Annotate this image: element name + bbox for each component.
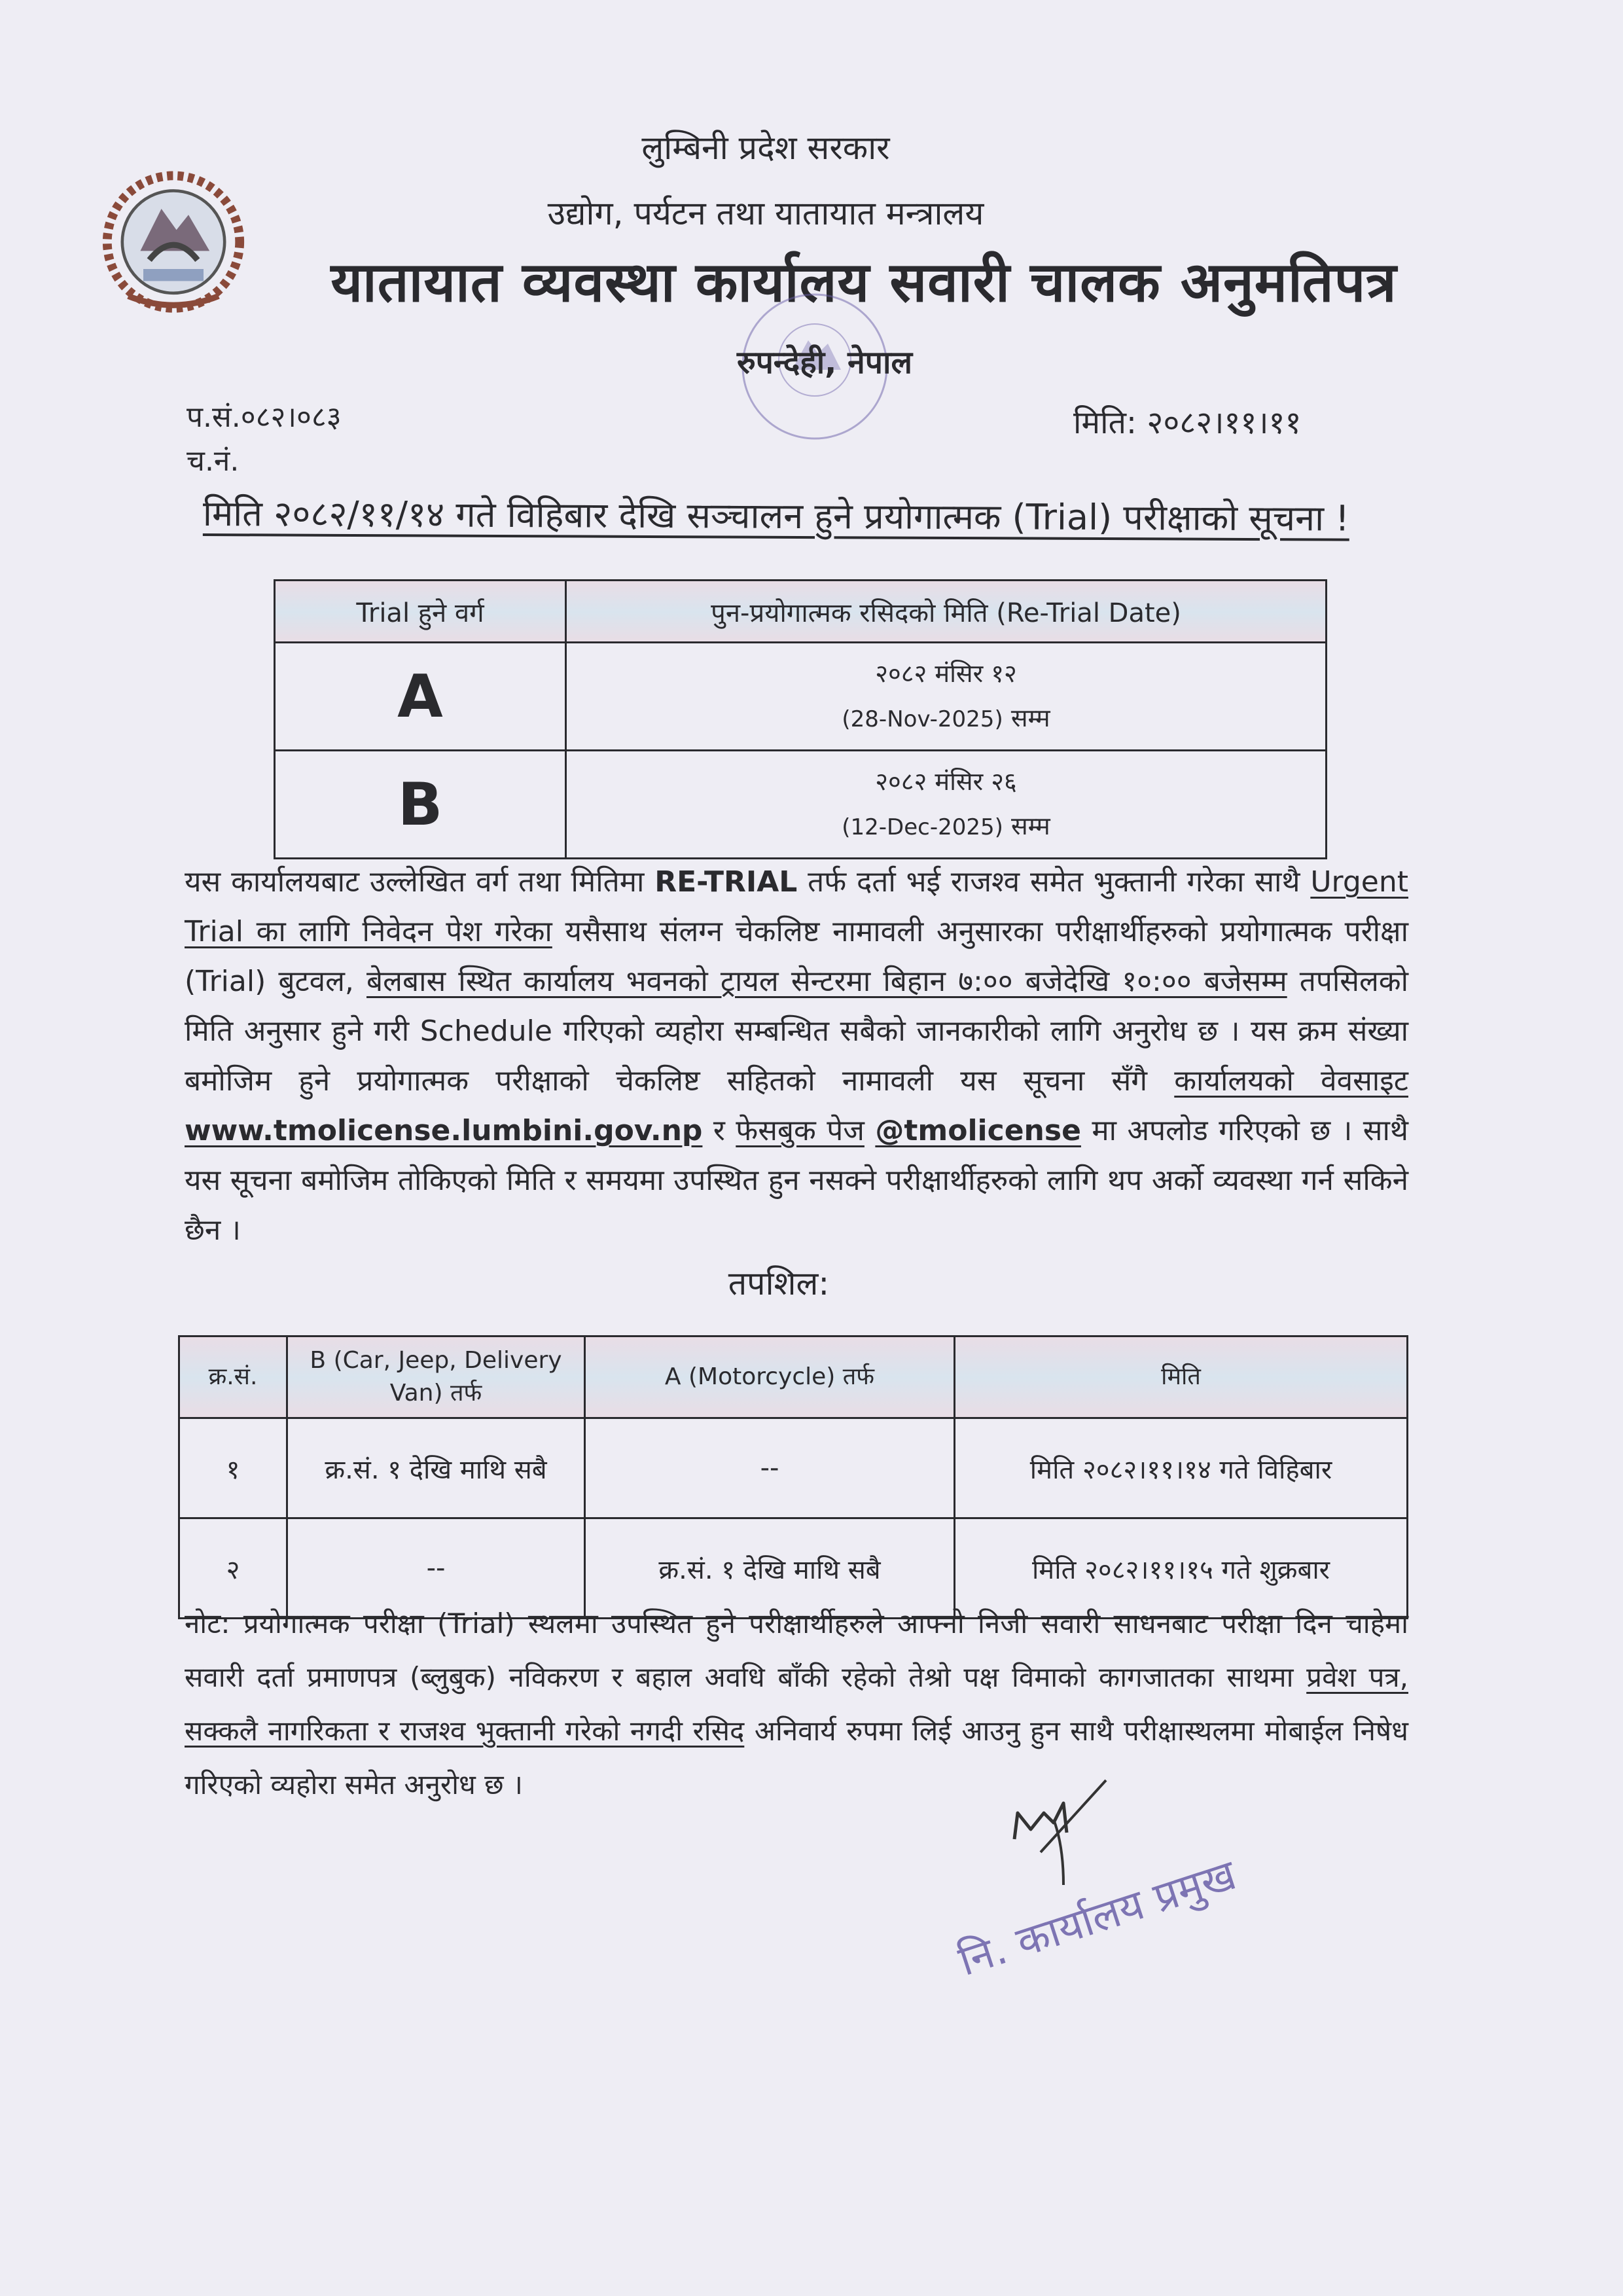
note-text: अनिवार्य रुपमा लिई आउनु हुन साथै परीक्षास्थलमा मोबाईल निषेध गरिएको व्यहोरा समेत अनुरोध छ । [185, 1715, 1409, 1801]
retrial-date-cell [566, 643, 1327, 751]
required-documents-text: प्रवेश पत्र, सक्कलै नागरिकता र राजश्व भुक्तानी गरेको नगदी रसिद [185, 1661, 1408, 1747]
table-row [179, 1418, 1408, 1518]
column-header: B (Car, Jeep, Delivery Van) तर्फ [287, 1336, 585, 1418]
note-text: नोट: प्रयोगात्मक परीक्षा (Trial) स्थलमा उपस्थित हुने परीक्षार्थीहरुले आफ्नो निजी सवारी साधनबाट परीक्षा दिन चाहेमा सवारी दर्ता प्रमाणपत्र (ब्लुबुक) नविकरण र बहाल अवधि बाँकी रहेको तेश्रो पक्ष विमाको कागजातका साथमा [185, 1607, 1408, 1693]
notice-body [185, 857, 1408, 1255]
retrial-date-cell [566, 751, 1327, 859]
column-header: पुन-प्रयोगात्मक रसिदको मिति (Re-Trial Date) [566, 581, 1327, 643]
dispatch-number: च.नं. [187, 444, 240, 478]
until-label: सम्म [1010, 704, 1050, 732]
note-paragraph [185, 1597, 1408, 1812]
table-header-row [179, 1336, 1408, 1418]
license-class: B [275, 751, 566, 859]
office-website-label: कार्यालयको वेवसाइट [1174, 1064, 1408, 1098]
class-b-range: -- [287, 1518, 585, 1619]
retrial-label: RE-TRIAL [654, 865, 798, 899]
venue-time-text: बेलबास स्थित कार्यालय भवनको ट्रायल सेन्टरमा बिहान ७:०० बजेदेखि १०:०० बजेसम्म [366, 965, 1287, 998]
ministry-name: उद्योग, पर्यटन तथा यातायात मन्त्रालय [547, 194, 984, 232]
office-name: यातायात व्यवस्था कार्यालय सवारी चालक अनुमतिपत्र [330, 250, 1397, 314]
retrial-date-nepali: २०८२ मंसिर १२ [875, 659, 1017, 688]
schedule-table [178, 1335, 1408, 1619]
column-header: A (Motorcycle) तर्फ [585, 1336, 955, 1418]
retrial-date-nepali: २०८२ मंसिर २६ [875, 767, 1017, 796]
website-link[interactable]: www.tmolicense.lumbini.gov.np [185, 1114, 703, 1147]
facebook-page-label: फेसबुक पेज [736, 1114, 865, 1147]
trial-date: मिति २०८२।११।१५ गते शुक्रबार [955, 1518, 1408, 1619]
column-header: क्र.सं. [179, 1336, 287, 1418]
retrial-date-english: (28-Nov-2025) [842, 706, 1003, 732]
body-text: र [702, 1114, 736, 1147]
table-row [275, 751, 1327, 859]
class-b-range: क्र.सं. १ देखि माथि सबै [287, 1418, 585, 1518]
class-a-range: क्र.सं. १ देखि माथि सबै [585, 1518, 955, 1619]
serial-number: २ [179, 1518, 287, 1619]
schedule-heading: तपशिल: [728, 1265, 830, 1302]
issue-date: मिति: २०८२।११।११ [1073, 404, 1302, 441]
body-text: तर्फ दर्ता भई राजश्व समेत भुक्तानी गरेका साथै [797, 865, 1311, 899]
table-header-row [275, 581, 1327, 643]
body-text: मा अपलोड गरिएको छ । साथै यस सूचना बमोजिम तोकिएको मिति र समयमा उपस्थित हुन नसक्ने परीक्षार्थीहरुको लागि थप अर्को व्यवस्था गर्न सकिने छैन । [185, 1114, 1408, 1247]
trial-date: मिति २०८२।११।१४ गते विहिबार [955, 1418, 1408, 1518]
retrial-date-table [274, 579, 1327, 859]
office-location: रुपन्देही, नेपाल [736, 344, 913, 381]
body-text: तपसिलको मिति अनुसार हुने गरी Schedule गरिएको व्यहोरा सम्बन्धित सबैको जानकारीको लागि अनुरोध छ । यस क्रम संख्या बमोजिम हुने प्रयोगात्मक परीक्षाको चेकलिष्ट सहितको नामावली यस सूचना सँगै [185, 965, 1408, 1098]
notice-title: मिति २०८२/११/१४ गते विहिबार देखि सञ्चालन हुने प्रयोगात्मक (Trial) परीक्षाको सूचना ! [202, 493, 1350, 539]
letter-number: प.सं.०८२।०८३ [187, 401, 342, 434]
class-a-range: -- [585, 1418, 955, 1518]
body-text: यस कार्यालयबाट उल्लेखित वर्ग तथा मितिमा [185, 865, 655, 899]
urgent-trial-text: Urgent Trial का लागि निवेदन पेश गरेका [185, 865, 1408, 948]
facebook-handle-link[interactable]: @tmolicense [875, 1114, 1081, 1147]
body-text: यसैसाथ संलग्न चेकलिष्ट नामावली अनुसारका परीक्षार्थीहरुको प्रयोगात्मक परीक्षा (Trial) बुटवल, [185, 915, 1408, 998]
column-header: मिति [955, 1336, 1408, 1418]
license-class: A [275, 643, 566, 751]
column-header: Trial हुने वर्ग [275, 581, 566, 643]
retrial-date-english: (12-Dec-2025) [842, 814, 1003, 840]
serial-number: १ [179, 1418, 287, 1518]
office-chief-stamp: नि. कार्यालय प्रमुख [953, 1850, 1242, 1986]
table-row [275, 643, 1327, 751]
province-name: लुम्बिनी प्रदेश सरकार [641, 129, 890, 167]
until-label: सम्म [1010, 812, 1050, 840]
